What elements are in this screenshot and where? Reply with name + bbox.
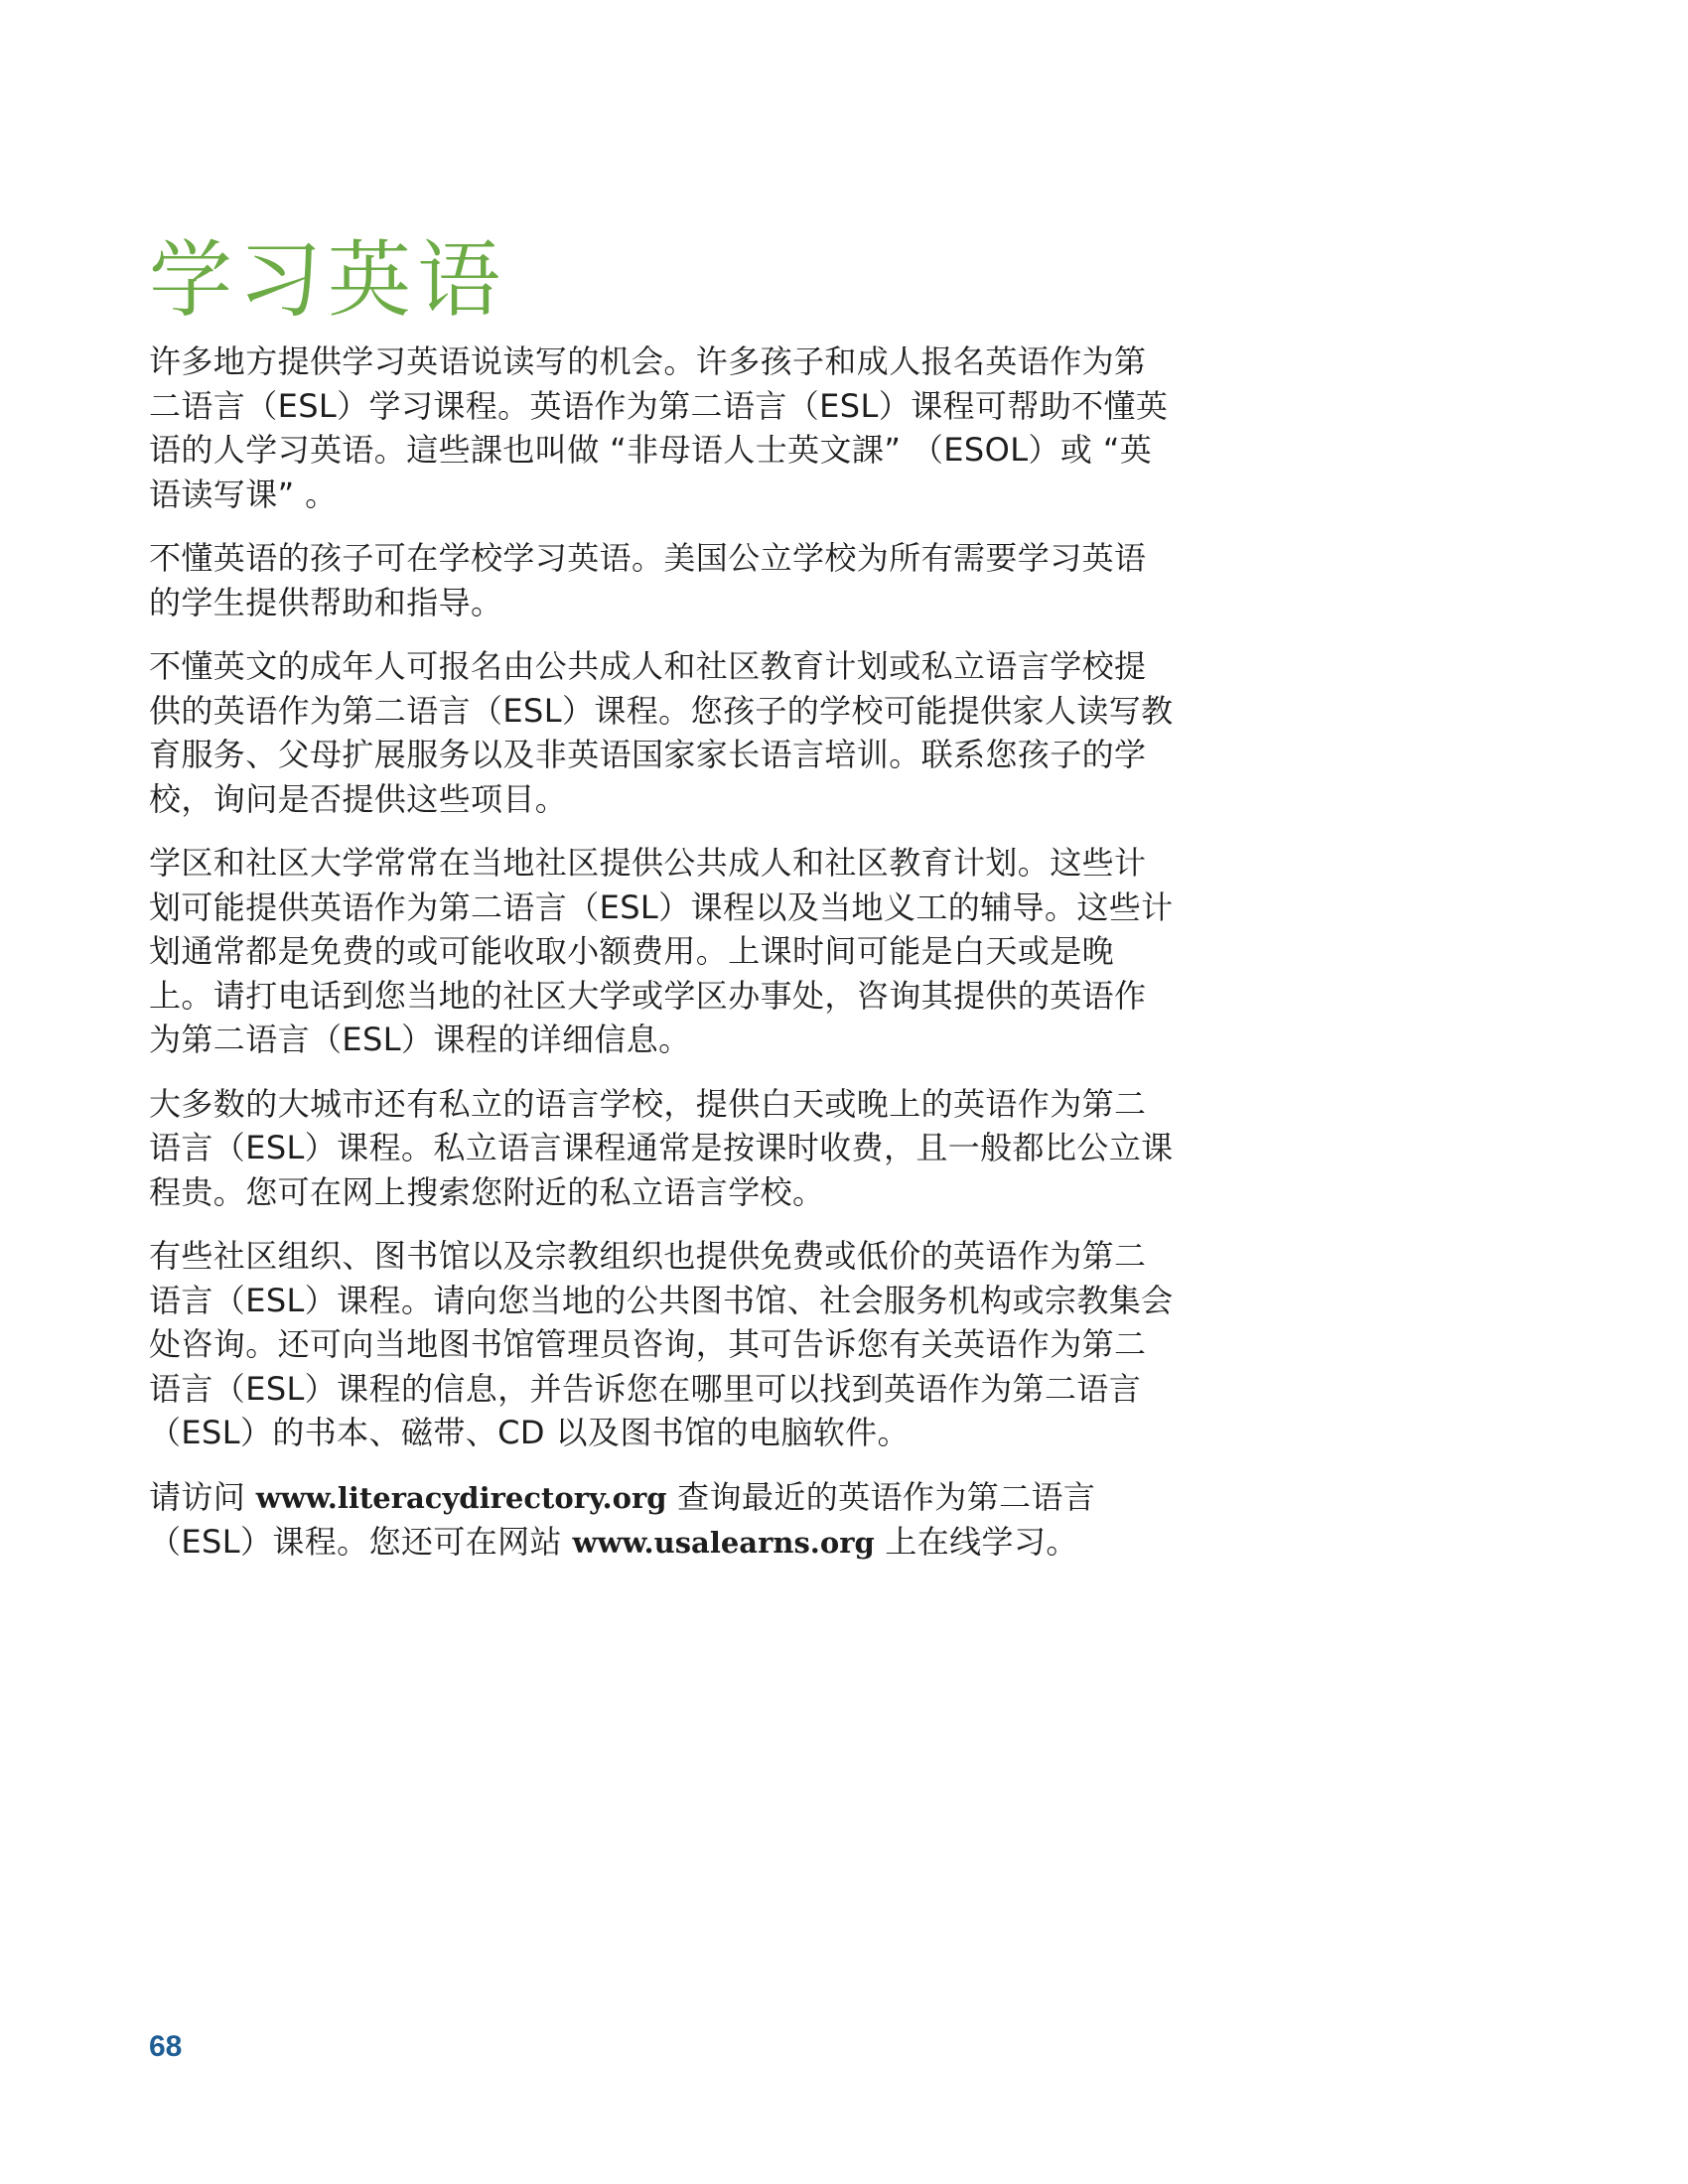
paragraph-intro: 许多地方提供学习英语说读写的机会。许多孩子和成人报名英语作为第二语言（ESL）学习课程。英语作为第二语言（ESL）课程可帮助不懂英语的人学习英语。這些課也叫做 “非母语人士英文課” （ESOL）或 “英语读写课” 。 [149, 342, 1169, 513]
paragraph-private-schools: 大多数的大城市还有私立的语言学校，提供白天或晚上的英语作为第二语言（ESL）课程。私立语言课程通常是按课时收费，且一般都比公立课程贵。您可在网上搜索您附近的私立语言学校。 [149, 1084, 1174, 1211]
literacy-directory-link[interactable]: www.literacydirectory.org [255, 1480, 667, 1515]
paragraph-children: 不懂英语的孩子可在学校学习英语。美国公立学校为所有需要学习英语的学生提供帮助和指导。 [149, 539, 1147, 621]
paragraph-adults: 不懂英文的成年人可报名由公共成人和社区教育计划或私立语言学校提供的英语作为第二语言（ESL）课程。您孩子的学校可能提供家人读写教育服务、父母扩展服务以及非英语国家家长语言培训。联系您孩子的学校，询问是否提供这些项目。 [149, 647, 1174, 818]
page-title: 学习英语 [149, 231, 507, 329]
paragraph-school-districts: 学区和社区大学常常在当地社区提供公共成人和社区教育计划。这些计划可能提供英语作为第二语言（ESL）课程以及当地义工的辅导。这些计划通常都是免费的或可能收取小额费用。上课时间可能是白天或是晚上。请打电话到您当地的社区大学或学区办事处，咨询其提供的英语作为第二语言（ESL）课程的详细信息。 [149, 844, 1174, 1058]
websites-text-2: 查询最近的英语作为第二语言（ESL）课程。您还可在网站 [149, 1477, 1096, 1561]
page-number: 68 [149, 2030, 183, 2063]
paragraph-websites [149, 1475, 1177, 1566]
usalearns-link[interactable]: www.usalearns.org [572, 1526, 875, 1560]
websites-text-3: 上在线学习。 [874, 1523, 1078, 1561]
websites-text-1: 请访问 [149, 1477, 256, 1516]
body-text [149, 340, 1177, 1585]
paragraph-community-organizations: 有些社区组织、图书馆以及宗教组织也提供免费或低价的英语作为第二语言（ESL）课程。请向您当地的公共图书馆、社会服务机构或宗教集会处咨询。还可向当地图书馆管理员咨询，其可告诉您有关英语作为第二语言（ESL）课程的信息，并告诉您在哪里可以找到英语作为第二语言（ESL）的书本、磁带、CD 以及图书馆的电脑软件。 [149, 1237, 1174, 1451]
